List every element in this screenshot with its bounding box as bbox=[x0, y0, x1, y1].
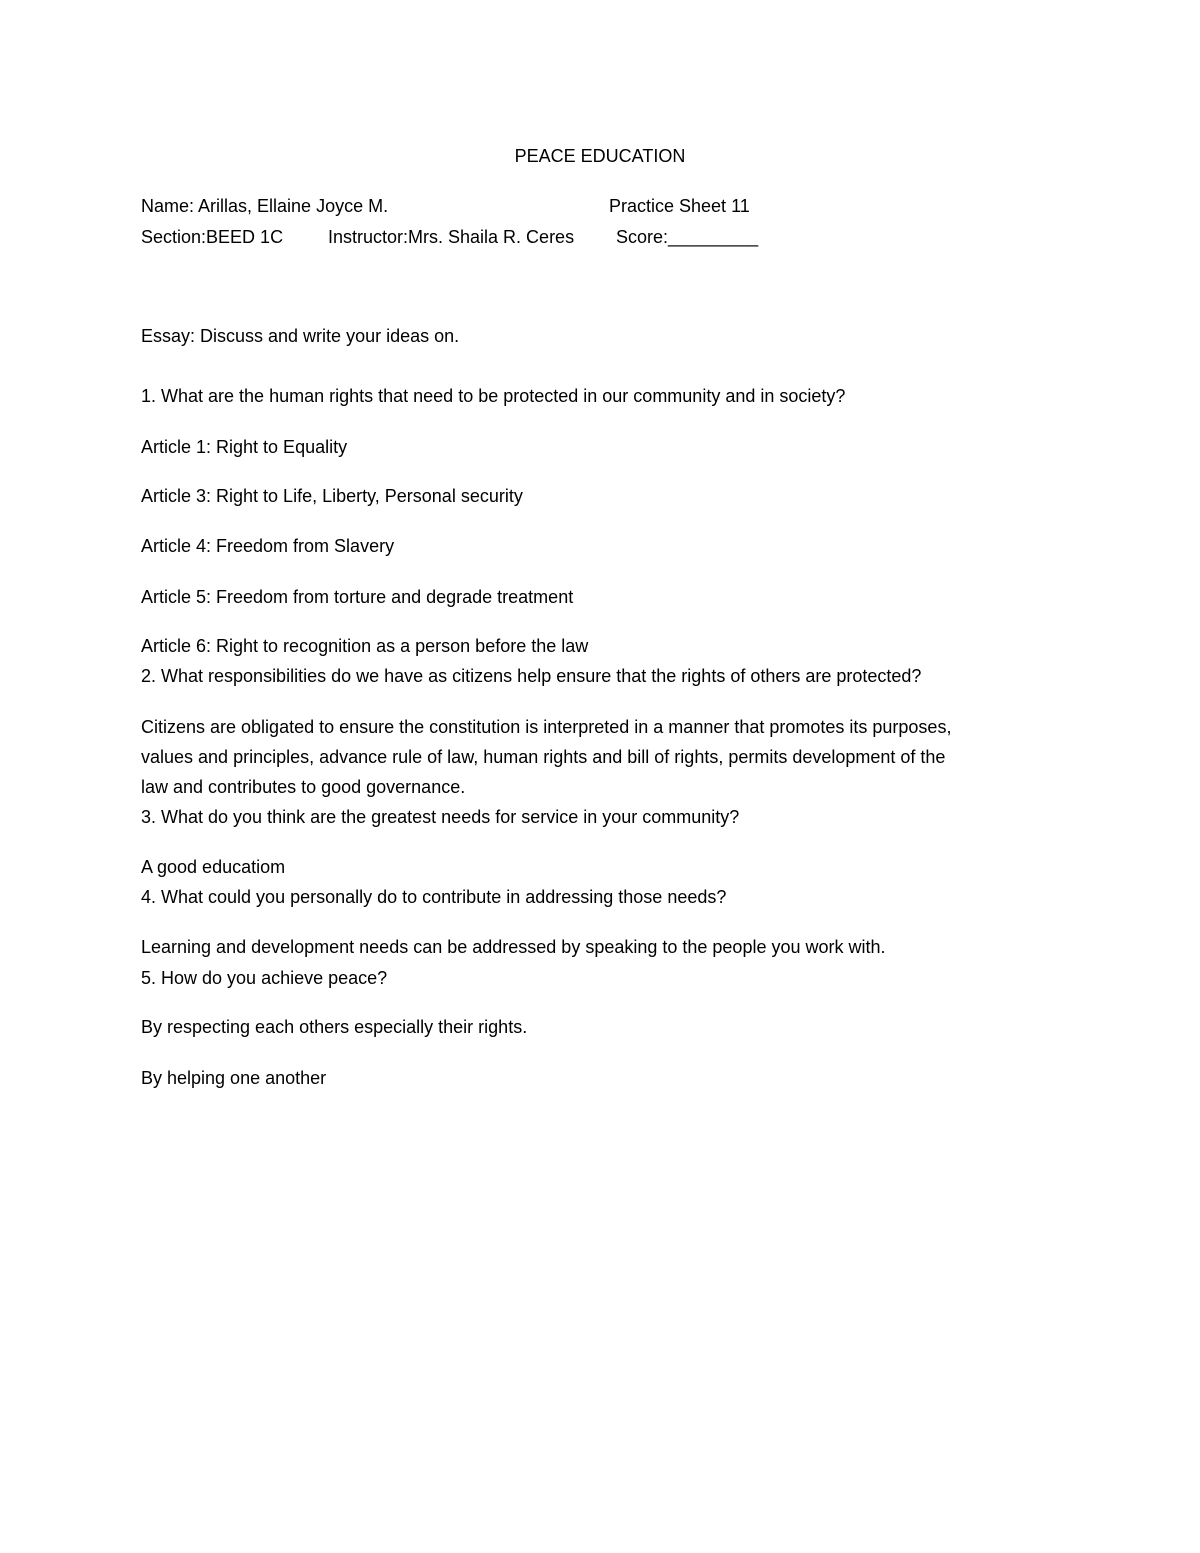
answer-1-item: Article 4: Freedom from Slavery bbox=[141, 536, 395, 556]
answer-1-item: Article 5: Freedom from torture and degrade treatment bbox=[141, 587, 574, 607]
question-2: 2. What responsibilities do we have as citizens help ensure that the rights of others are protected? bbox=[141, 666, 922, 686]
answer-2-line: values and principles, advance rule of law, human rights and bill of rights, permits development of the bbox=[141, 747, 946, 767]
question-4: 4. What could you personally do to contribute in addressing those needs? bbox=[141, 887, 727, 907]
student-name: Name: Arillas, Ellaine Joyce M. bbox=[141, 196, 389, 216]
answer-3: A good educatiom bbox=[141, 857, 286, 877]
answer-2-line: Citizens are obligated to ensure the constitution is interpreted in a manner that promotes its purposes, bbox=[141, 717, 952, 737]
question-5: 5. How do you achieve peace? bbox=[141, 968, 388, 988]
section-label: Section:BEED 1C bbox=[141, 227, 284, 247]
document-title: PEACE EDUCATION bbox=[514, 146, 686, 166]
answer-5-item: By helping one another bbox=[141, 1068, 327, 1088]
answer-1-item: Article 3: Right to Life, Liberty, Personal security bbox=[141, 486, 523, 506]
question-1: 1. What are the human rights that need to be protected in our community and in society? bbox=[141, 386, 846, 406]
answer-1-item: Article 6: Right to recognition as a person before the law bbox=[141, 636, 589, 656]
question-3: 3. What do you think are the greatest needs for service in your community? bbox=[141, 807, 740, 827]
practice-sheet-label: Practice Sheet 11 bbox=[609, 196, 750, 216]
answer-4: Learning and development needs can be addressed by speaking to the people you work with. bbox=[141, 937, 886, 957]
score-label: Score:_________ bbox=[616, 227, 759, 247]
essay-instructions: Essay: Discuss and write your ideas on. bbox=[141, 326, 460, 346]
instructor-label: Instructor:Mrs. Shaila R. Ceres bbox=[328, 227, 575, 247]
answer-5-item: By respecting each others especially their rights. bbox=[141, 1017, 528, 1037]
answer-1-item: Article 1: Right to Equality bbox=[141, 437, 348, 457]
answer-2-line: law and contributes to good governance. bbox=[141, 777, 466, 797]
